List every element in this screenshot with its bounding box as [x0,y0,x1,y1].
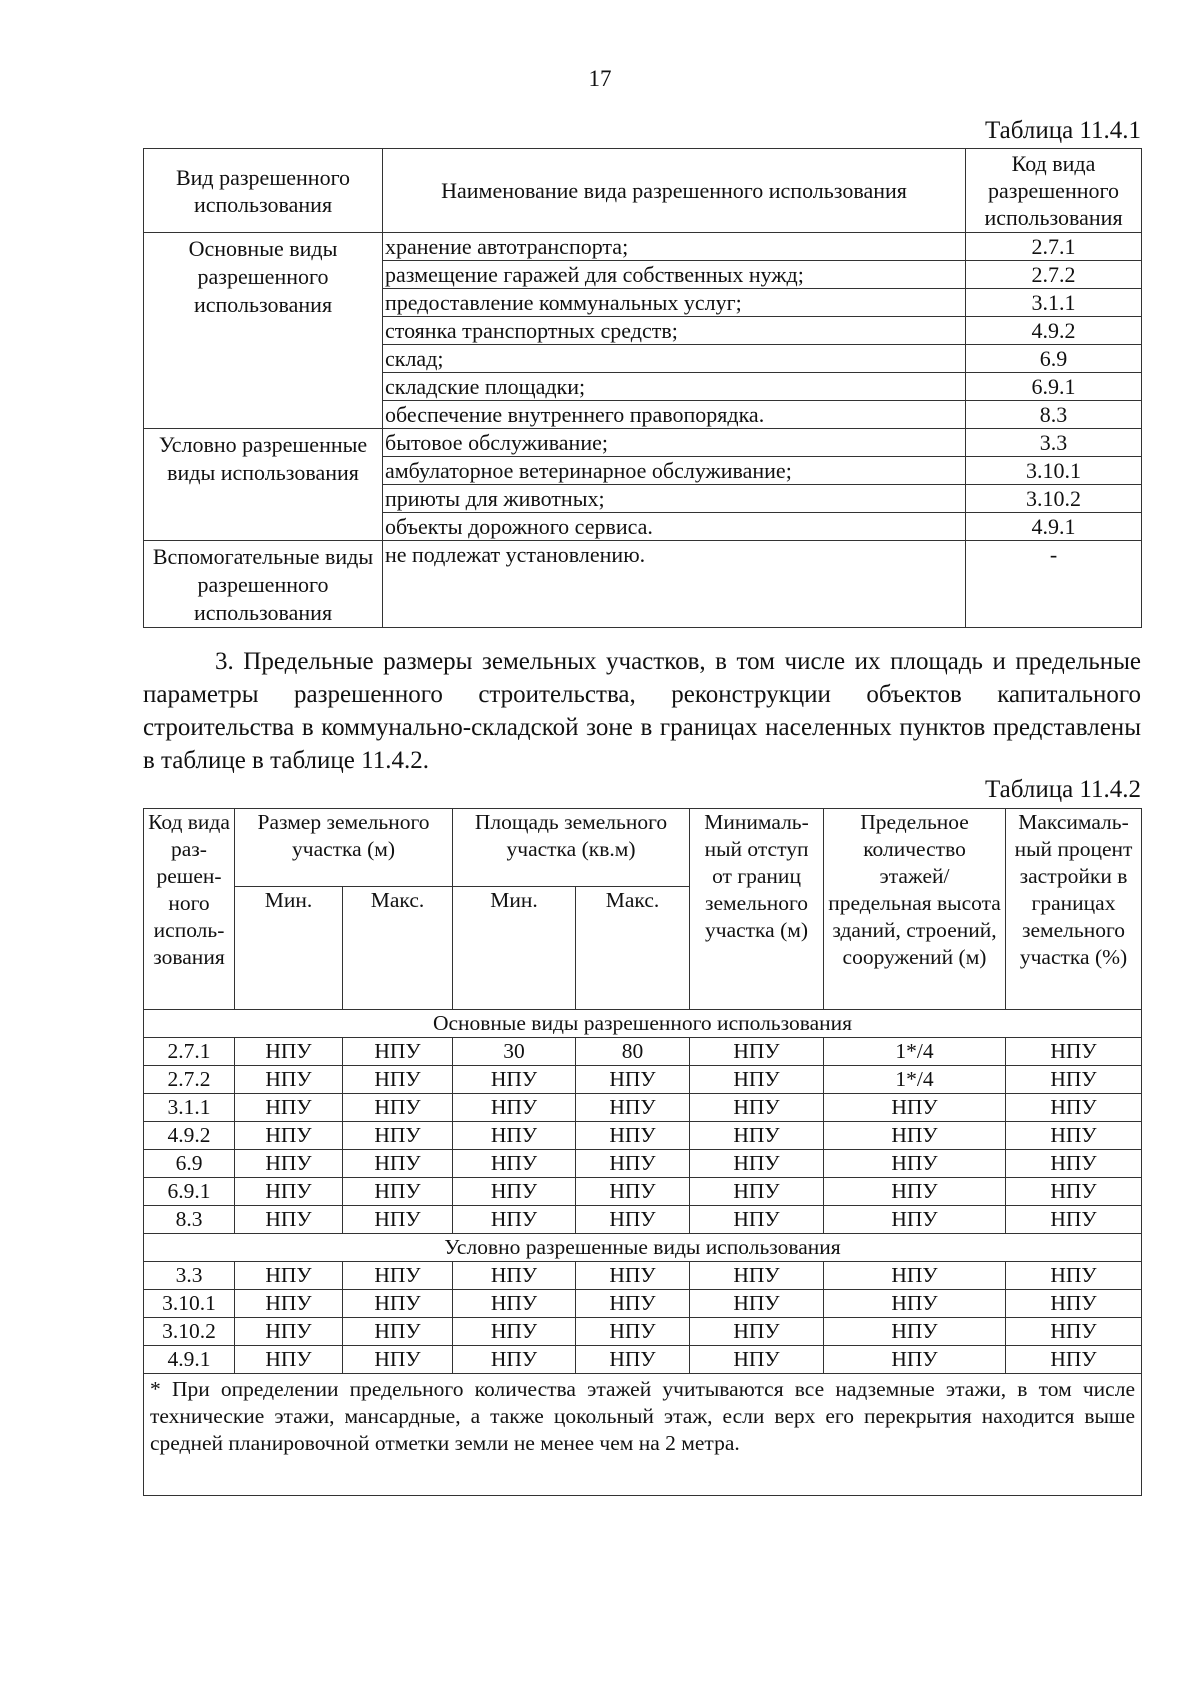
cell-size-min: НПУ [235,1094,343,1122]
cell-size-min: НПУ [235,1262,343,1290]
cell-code: 4.9.2 [144,1122,235,1150]
use-name: стоянка транспортных средств; [383,317,966,345]
table-row [144,1206,1142,1234]
cell-area-min: НПУ [453,1150,576,1178]
table-row [144,1038,1142,1066]
t2-header-area-max: Макс. [576,887,690,1010]
use-code: 6.9 [966,345,1142,373]
t2-header-area: Площадь земельного участка (кв.м) [453,809,690,887]
cell-floors: НПУ [824,1290,1006,1318]
cell-size-min: НПУ [235,1066,343,1094]
table-row [144,1290,1142,1318]
t2-header-size: Размер земельного участка (м) [235,809,453,887]
cell-floors: НПУ [824,1318,1006,1346]
cell-area-min: НПУ [453,1262,576,1290]
cell-percent: НПУ [1006,1038,1142,1066]
cell-size-max: НПУ [343,1206,453,1234]
cell-area-max: НПУ [576,1094,690,1122]
cell-code: 3.10.2 [144,1318,235,1346]
cell-setback: НПУ [690,1346,824,1374]
cell-floors: 1*/4 [824,1066,1006,1094]
cell-percent: НПУ [1006,1122,1142,1150]
use-name: приюты для животных; [383,485,966,513]
cell-size-max: НПУ [343,1290,453,1318]
cell-floors: НПУ [824,1122,1006,1150]
use-name: бытовое обслуживание; [383,429,966,457]
cell-code: 6.9 [144,1150,235,1178]
cell-area-min: НПУ [453,1206,576,1234]
footnote: * При определении предельного количества этажей учитываются все надземные этажи, в том числе технические этажи, мансардные, а также цокольный этаж, если верх его перекрытия находится выше средней планировочной отметки земли не менее чем на 2 метра. [144,1374,1142,1496]
table-row [144,1094,1142,1122]
note-row [144,1374,1142,1496]
t2-header-percent: Максималь-ный процент застройки в границах земельного участка (%) [1006,809,1142,1010]
cell-code: 3.10.1 [144,1290,235,1318]
cell-percent: НПУ [1006,1094,1142,1122]
use-name: не подлежат установлению. [383,541,966,628]
page-number: 17 [588,66,612,91]
cell-setback: НПУ [690,1038,824,1066]
use-code: 3.3 [966,429,1142,457]
use-code: - [966,541,1142,628]
cell-area-max: НПУ [576,1346,690,1374]
t2-header-floors: Предельное количество этажей/ предельная высота зданий, строений, сооружений (м) [824,809,1006,1010]
use-name: обеспечение внутреннего правопорядка. [383,401,966,429]
cell-floors: НПУ [824,1262,1006,1290]
section-row [144,1234,1142,1262]
table2-caption: Таблица 11.4.2 [985,776,1141,803]
table-row [144,1262,1142,1290]
use-code: 2.7.1 [966,233,1142,261]
use-code: 2.7.2 [966,261,1142,289]
cell-setback: НПУ [690,1318,824,1346]
cell-size-min: НПУ [235,1122,343,1150]
use-code: 4.9.2 [966,317,1142,345]
cell-setback: НПУ [690,1150,824,1178]
cell-code: 6.9.1 [144,1178,235,1206]
use-name: размещение гаражей для собственных нужд; [383,261,966,289]
use-code: 3.1.1 [966,289,1142,317]
cell-size-min: НПУ [235,1038,343,1066]
cell-setback: НПУ [690,1206,824,1234]
cell-area-min: НПУ [453,1290,576,1318]
cell-setback: НПУ [690,1122,824,1150]
cell-percent: НПУ [1006,1066,1142,1094]
cell-percent: НПУ [1006,1178,1142,1206]
paragraph-3: 3. Предельные размеры земельных участков, в том числе их площадь и предельные параметры разрешенного строительства, реконструкции объектов капитального строительства в коммунально-складской зоне в границах населенных пунктов представлены в таблице в таблице 11.4.2. [143,648,1141,774]
table-row [144,1122,1142,1150]
cell-area-min: НПУ [453,1318,576,1346]
group-label: Условно разрешенные виды использования [144,429,383,541]
cell-size-min: НПУ [235,1290,343,1318]
table1-caption: Таблица 11.4.1 [985,117,1141,144]
cell-area-min: НПУ [453,1094,576,1122]
cell-area-max: 80 [576,1038,690,1066]
cell-area-max: НПУ [576,1318,690,1346]
use-name: объекты дорожного сервиса. [383,513,966,541]
cell-area-max: НПУ [576,1178,690,1206]
cell-code: 3.1.1 [144,1094,235,1122]
cell-percent: НПУ [1006,1150,1142,1178]
table-row [144,1150,1142,1178]
t2-header-code: Код вида раз-решен-ного исполь-зования [144,809,235,1010]
cell-percent: НПУ [1006,1290,1142,1318]
use-code: 8.3 [966,401,1142,429]
cell-area-max: НПУ [576,1262,690,1290]
section-row [144,1010,1142,1038]
cell-size-max: НПУ [343,1038,453,1066]
cell-area-max: НПУ [576,1122,690,1150]
cell-area-max: НПУ [576,1066,690,1094]
table-row [144,429,1142,457]
cell-floors: НПУ [824,1178,1006,1206]
use-name: склад; [383,345,966,373]
group-label: Основные виды разрешенного использования [144,233,383,429]
cell-code: 4.9.1 [144,1346,235,1374]
cell-setback: НПУ [690,1178,824,1206]
cell-size-min: НПУ [235,1178,343,1206]
t2-header-area-min: Мин. [453,887,576,1010]
use-code: 3.10.1 [966,457,1142,485]
cell-area-min: 30 [453,1038,576,1066]
cell-size-min: НПУ [235,1150,343,1178]
cell-size-max: НПУ [343,1318,453,1346]
cell-size-max: НПУ [343,1122,453,1150]
cell-setback: НПУ [690,1262,824,1290]
cell-size-min: НПУ [235,1346,343,1374]
table-row [144,1066,1142,1094]
cell-area-max: НПУ [576,1150,690,1178]
use-code: 6.9.1 [966,373,1142,401]
t2-header-setback: Минималь-ный отступ от границ земельного участка (м) [690,809,824,1010]
cell-size-min: НПУ [235,1318,343,1346]
use-code: 4.9.1 [966,513,1142,541]
cell-setback: НПУ [690,1094,824,1122]
cell-floors: НПУ [824,1150,1006,1178]
cell-size-max: НПУ [343,1262,453,1290]
cell-size-min: НПУ [235,1206,343,1234]
table-row [144,1318,1142,1346]
cell-percent: НПУ [1006,1346,1142,1374]
use-code: 3.10.2 [966,485,1142,513]
use-name: амбулаторное ветеринарное обслуживание; [383,457,966,485]
t1-header-type: Вид разрешенного использования [144,149,383,233]
use-name: хранение автотранспорта; [383,233,966,261]
cell-size-max: НПУ [343,1178,453,1206]
cell-code: 2.7.1 [144,1038,235,1066]
table-row [144,1346,1142,1374]
t1-header-name: Наименование вида разрешенного использования [383,149,966,233]
cell-size-max: НПУ [343,1346,453,1374]
cell-setback: НПУ [690,1290,824,1318]
cell-percent: НПУ [1006,1206,1142,1234]
cell-size-max: НПУ [343,1066,453,1094]
cell-area-min: НПУ [453,1122,576,1150]
cell-floors: НПУ [824,1206,1006,1234]
section-label: Основные виды разрешенного использования [144,1010,1142,1038]
t2-header-size-min: Мин. [235,887,343,1010]
use-name: складские площадки; [383,373,966,401]
cell-size-max: НПУ [343,1150,453,1178]
cell-floors: НПУ [824,1094,1006,1122]
group-label: Вспомогательные виды разрешенного использования [144,541,383,628]
cell-percent: НПУ [1006,1262,1142,1290]
cell-area-min: НПУ [453,1346,576,1374]
cell-code: 2.7.2 [144,1066,235,1094]
table-11-4-2 [143,808,1142,1496]
cell-area-min: НПУ [453,1066,576,1094]
table-row [144,1178,1142,1206]
cell-floors: НПУ [824,1346,1006,1374]
cell-area-min: НПУ [453,1178,576,1206]
section-label: Условно разрешенные виды использования [144,1234,1142,1262]
cell-setback: НПУ [690,1066,824,1094]
cell-percent: НПУ [1006,1318,1142,1346]
table-11-4-1 [143,148,1142,628]
cell-area-max: НПУ [576,1290,690,1318]
cell-floors: 1*/4 [824,1038,1006,1066]
cell-code: 8.3 [144,1206,235,1234]
table-row [144,541,1142,628]
cell-area-max: НПУ [576,1206,690,1234]
cell-size-max: НПУ [343,1094,453,1122]
use-name: предоставление коммунальных услуг; [383,289,966,317]
cell-code: 3.3 [144,1262,235,1290]
t2-header-size-max: Макс. [343,887,453,1010]
table-row [144,233,1142,261]
t1-header-code: Код вида разрешенного использования [966,149,1142,233]
